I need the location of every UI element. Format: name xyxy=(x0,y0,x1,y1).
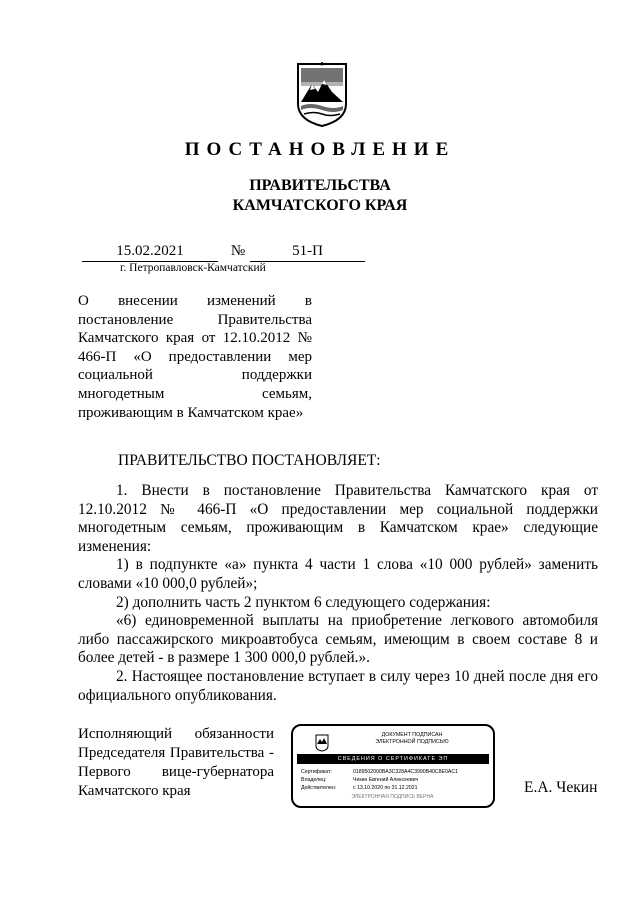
body-paragraph-2: 1) в подпункте «а» пункта 4 части 1 слова «10 000 рублей» заменить словами «10 000,0 рублей»; xyxy=(78,556,598,592)
issuer-heading xyxy=(0,176,640,216)
stamp-row-value: 0189502000BA3C328A4C3990B40C8E0AC1 xyxy=(353,769,458,775)
stamp-footer: ЭЛЕКТРОННАЯ ПОДПИСЬ ВЕРНА xyxy=(351,794,434,800)
stamp-header-line-2: ЭЛЕКТРОННОЙ ПОДПИСЬЮ xyxy=(375,739,449,745)
issuer-line-1: ПРАВИТЕЛЬСТВА xyxy=(249,177,391,194)
document-number: 51-П xyxy=(250,243,365,262)
stamp-details xyxy=(301,768,491,793)
stamp-header-line-1: ДОКУМЕНТ ПОДПИСАН xyxy=(381,732,443,738)
place-of-issue: г. Петропавловск-Камчатский xyxy=(120,262,266,274)
issuer-line-2: КАМЧАТСКОГО КРАЯ xyxy=(232,197,408,214)
document-subject: О внесении изменений в постановление Правительства Камчатского края от 12.10.2012 № 466-П «О предоставлении мер социальной поддержки многодетным семьям, проживающим в Камчатском крае» xyxy=(78,293,312,421)
stamp-row-certificate xyxy=(301,768,491,776)
number-sign: № xyxy=(230,243,246,259)
signatory-role-line: Первого вице-губернатора xyxy=(78,764,274,780)
signatory-role-line: Председателя Правительства - xyxy=(78,745,274,761)
stamp-row-value: Чекин Евгений Алексеевич xyxy=(353,777,419,784)
body-paragraph-5: 2. Настоящее постановление вступает в силу через 10 дней после дня его официального опубликования. xyxy=(78,667,598,704)
stamp-row-validity xyxy=(301,784,491,792)
coat-of-arms-emblem xyxy=(296,62,348,128)
stamp-row-label: Сертификат: xyxy=(301,769,332,775)
document-date: 15.02.2021 xyxy=(82,243,218,262)
stamp-band: СВЕДЕНИЯ О СЕРТИФИКАТЕ ЭП xyxy=(297,754,489,764)
body-paragraph-4: «6) единовременной выплаты на приобретение легкового автомобиля либо пассажирского микроавтобуса семьям, имеющим в своем составе 8 и более детей - в размере 1 300 000,0 рублей.». xyxy=(78,612,598,667)
signatory-role-line: Камчатского края xyxy=(78,783,191,799)
stamp-row-label: Владелец: xyxy=(301,777,327,784)
stamp-row-value: с 13.10.2020 по 31.12.2021 xyxy=(353,785,418,792)
document-body xyxy=(78,482,598,705)
electronic-signature-stamp xyxy=(291,724,495,808)
body-paragraph-1: 1. Внести в постановление Правительства Камчатского края от 12.10.2012 № 466-П «О предоставлении мер социальной поддержки многодетным семьям, проживающим в Камчатском крае» следующие изменения: xyxy=(78,482,598,555)
stamp-row-label: Действителен: xyxy=(301,785,337,792)
signatory-position xyxy=(78,725,274,801)
signatory-role-line: Исполняющий обязанности xyxy=(78,726,274,742)
signatory-name: Е.А. Чекин xyxy=(524,779,598,796)
body-paragraph-3: 2) дополнить часть 2 пунктом 6 следующего содержания: xyxy=(116,593,491,611)
document-type-heading: ПОСТАНОВЛЕНИЕ xyxy=(184,139,456,160)
stamp-emblem-icon xyxy=(315,734,329,752)
resolve-heading: ПРАВИТЕЛЬСТВО ПОСТАНОВЛЯЕТ: xyxy=(118,452,381,469)
stamp-row-owner xyxy=(301,776,491,784)
stamp-header xyxy=(345,732,479,746)
